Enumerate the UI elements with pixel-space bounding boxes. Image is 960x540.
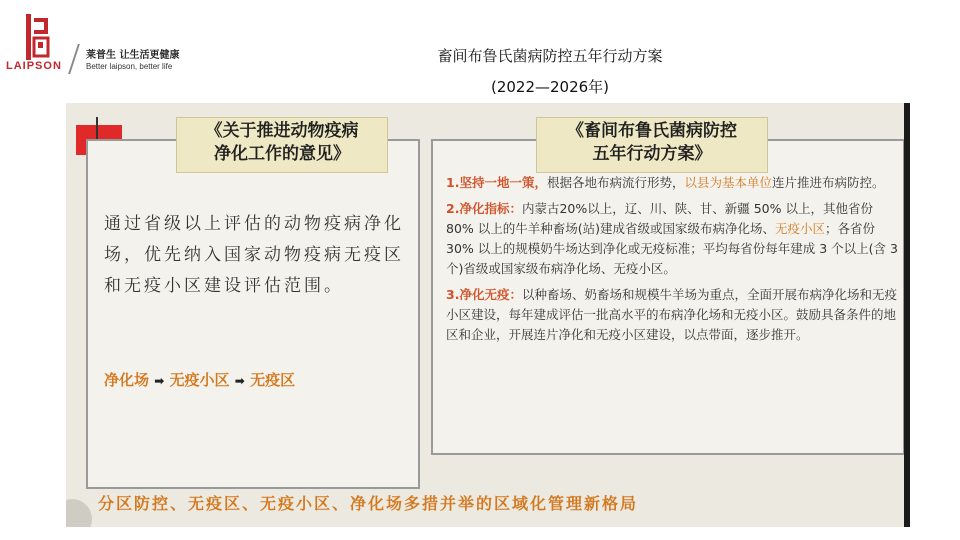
- laipson-logo-icon: [26, 14, 50, 60]
- flow-step: 无疫区: [250, 371, 296, 389]
- brand-wordmark: LAIPSON: [6, 60, 62, 72]
- slide-edge: [904, 103, 910, 527]
- brand-tagline-en: Better laipson, better life: [86, 62, 173, 71]
- left-heading: [176, 117, 388, 173]
- slide-image: [66, 103, 910, 527]
- brand-divider: [68, 44, 80, 74]
- slogan-text: 分区防控、无疫区、无疫小区、净化场多措并举的区域化管理新格局: [98, 494, 639, 513]
- right-item-1: [446, 173, 901, 193]
- item2-text-b: ；各省份 30% 以上的规模奶牛场达到净化或无疫标准；平均每省份每年建成 3 个以上(含 3 个)省级或国家级布病净化场、无疫小区。: [446, 221, 898, 276]
- right-item-3: [446, 285, 901, 345]
- item3-text: 以种畜场、奶畜场和规模牛羊场为重点，全面开展布病净化场和无疫小区建设，每年建成评估一批高水平的布病净化场和无疫小区。鼓励具备条件的地区和企业，开展连片净化和无疫小区建设，以点带面，逐步推开。: [446, 287, 897, 342]
- right-heading-line2: 五年行动方案》: [592, 144, 712, 164]
- arrow-right-icon: ➡: [154, 374, 165, 388]
- page-subtitle: (2022—2026年): [490, 78, 610, 96]
- right-item-2: [446, 199, 901, 279]
- item2-text-a: 内蒙古20%以上，辽、川、陕、甘、新疆 50% 以上，其他省份 80% 以上的牛羊种畜场(站)建成省级或国家级布病净化场、: [446, 201, 873, 236]
- right-body-text: [446, 173, 901, 351]
- left-panel: [86, 139, 420, 489]
- brand-tagline-cn: 莱普生 让生活更健康: [86, 50, 180, 61]
- item1-label: 1.坚持一地一策，: [446, 175, 547, 190]
- flow-step: 无疫小区: [169, 371, 230, 389]
- item1-tail: 连片推进布病防控。: [771, 175, 885, 190]
- flow-step: 净化场: [104, 371, 150, 389]
- media-control-icon[interactable]: [66, 499, 92, 527]
- item1-text: 根据各地布病流行形势，: [546, 175, 685, 190]
- item2-emphasis: 无疫小区: [775, 221, 826, 236]
- right-heading-line1: 《畜间布鲁氏菌病防控: [567, 121, 737, 141]
- left-heading-line1: 《关于推进动物疫病: [205, 121, 359, 141]
- right-heading: [536, 117, 768, 173]
- item2-label: 2.净化指标：: [446, 201, 522, 216]
- flow-sequence: [104, 369, 295, 390]
- item1-emphasis: 以县为基本单位: [684, 175, 772, 190]
- left-body-text: 通过省级以上评估的动物疫病净化场，优先纳入国家动物疫病无疫区和无疫小区建设评估范围。: [104, 214, 404, 296]
- arrow-right-icon: ➡: [234, 374, 245, 388]
- page-title: 畜间布鲁氏菌病防控五年行动方案: [437, 47, 663, 65]
- item3-label: 3.净化无疫：: [446, 287, 522, 302]
- left-heading-line2: 净化工作的意见》: [214, 144, 350, 164]
